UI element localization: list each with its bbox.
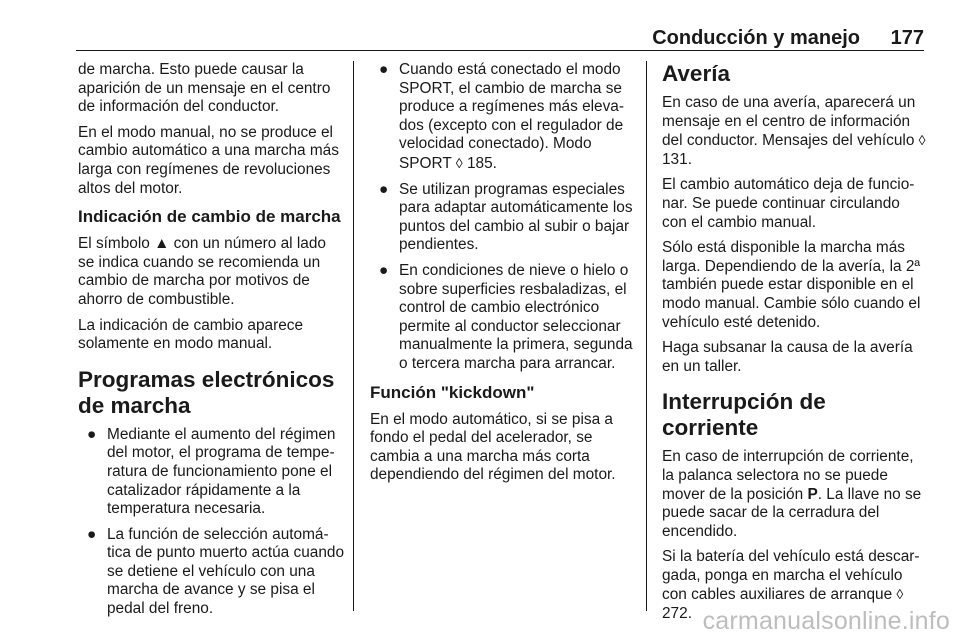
paragraph: La indicación de cambio aparece solamente en modo manual. (78, 316, 304, 353)
watermark: carmanualsonline.info (702, 607, 950, 635)
paragraph: Si la batería del vehículo está descargada, ponga en marcha el vehículo con cables auxiliares de arranque ◊ 272. (662, 548, 920, 623)
running-title: Conducción y manejo (652, 27, 860, 49)
bullet-list (78, 426, 344, 619)
section-heading-kickdown: Función "kickdown" (370, 382, 535, 402)
text: En caso de una avería, aparecerá un mensaje en el centro de información del conductor. Mensajes del vehículo (662, 94, 919, 150)
section-heading-programas: Programas electrónicos de marcha (78, 366, 335, 418)
list-item-text: En condiciones de nieve o hielo o sobre superficies resbaladizas, el control de cambio electrónico permite al conductor seleccionar manualmente la primera, segunda o tercera marcha para arrancar. (399, 261, 633, 372)
page-reference-link[interactable]: 272 (662, 605, 688, 623)
list-item-text: Cuando está conectado el modo SPORT, el cambio de marcha se produce a regímenes más elevados (excepto con el regulador de velocidad conectado). Modo SPORT (399, 61, 625, 172)
paragraph: En el modo manual, no se produce el cambio automático a una marcha más larga con regímenes de revoluciones altos del motor. (78, 123, 339, 197)
paragraph (662, 448, 928, 541)
page-header (76, 0, 924, 50)
list-item (78, 426, 344, 519)
paragraph: Sólo está disponible la marcha más larga. Dependiendo de la avería, la 2ª también puede estar disponible en el modo manual. Cambie sólo cuando el vehículo esté detenido. (662, 239, 921, 331)
page-reference-link[interactable]: 131 (662, 150, 688, 168)
section-heading-indicacion: Indicación de cambio de marcha (78, 207, 341, 227)
page-reference-icon: ◊ (896, 586, 904, 603)
list-item-text: La función de selección automática de punto muerto actúa cuando se detiene el vehículo con una marcha de avance y se pisa el pedal del freno. (107, 525, 345, 618)
column-divider (646, 61, 647, 611)
column-1 (78, 61, 344, 627)
list-item (370, 262, 636, 374)
list-item-text: Se utilizan programas especiales para adaptar automáticamente los puntos del cambio al subir o bajar pendientes. (399, 180, 633, 254)
bullet-icon: ● (87, 425, 97, 443)
text: con un número al lado se indica cuando se recomienda un cambio de marcha por motivos de ahorro de combustible. (78, 235, 326, 308)
section-heading-interrupcion: Interrupción de corriente (662, 389, 826, 441)
paragraph: Haga subsanar la causa de la avería en un taller. (662, 339, 913, 375)
list-item (370, 181, 636, 255)
paragraph (78, 235, 344, 309)
column-2 (370, 61, 636, 492)
text: El símbolo (78, 235, 155, 253)
page-number: 177 (890, 27, 924, 49)
list-item (78, 526, 344, 619)
bullet-icon: ● (379, 61, 389, 78)
header-rule (76, 50, 924, 51)
section-heading-averia: Avería (662, 61, 730, 86)
paragraph: En caso de una avería, aparecerá un mensaje en el centro de información del conductor. Mensajes del vehículo ◊ 131. (662, 94, 926, 168)
shift-up-arrow-icon: ▲ (154, 235, 170, 253)
list-item-text: Mediante el aumento del régimen del motor, el programa de temperatura de funcionamiento pone el catalizador rápidamente a la temperatura necesaria. (107, 425, 336, 518)
list-item: ● Cuando está conectado el modo SPORT, el cambio de marcha se produce a regímenes más elevados (excepto con el regulador de velocidad conectado). Modo SPORT ◊ 185. (379, 61, 625, 172)
text: En caso de interrupción de corriente, la palanca selectora no se puede mover de la posición (662, 448, 914, 503)
column-divider (353, 61, 354, 611)
paragraph: de marcha. Esto puede causar la aparición de un mensaje en el centro de información del conductor. (78, 61, 331, 116)
paragraph: El cambio automático deja de funcionar. Se puede continuar circulando con el cambio manual. (662, 176, 915, 231)
page-reference-icon: ◊ (918, 132, 926, 149)
page-reference-link[interactable]: 185 (466, 154, 493, 172)
bullet-icon: ● (379, 261, 389, 279)
paragraph: En el modo automático, si se pisa a fondo el pedal del acelerador, se cambia a una marcha más corta dependiendo del régimen del motor. (370, 410, 616, 484)
selector-position-p: P (807, 485, 818, 503)
page-reference-icon: ◊ (455, 154, 463, 171)
bullet-icon: ● (379, 180, 389, 198)
text: Si la batería del vehículo está descargada, ponga en marcha el vehículo con cables auxiliares de arranque (662, 548, 920, 604)
bullet-list (370, 61, 636, 374)
column-3 (662, 61, 928, 631)
bullet-icon: ● (87, 525, 97, 543)
text: . La llave no se puede sacar de la cerradura del encendido. (662, 485, 922, 540)
